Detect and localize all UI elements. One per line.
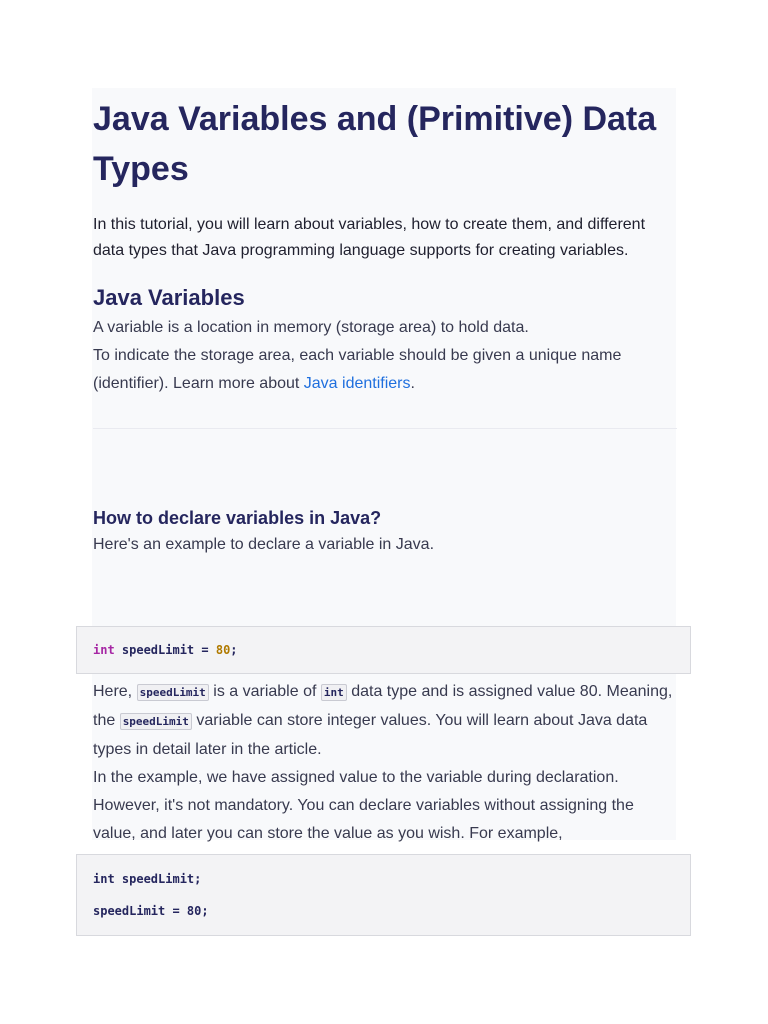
section-heading-declare-variables: How to declare variables in Java? (93, 508, 382, 528)
code-line: speedLimit = 80; (93, 904, 209, 918)
code-block-declaration[interactable] (76, 626, 691, 674)
code-block-assignment[interactable] (76, 854, 691, 936)
identifier-text-end: . (410, 375, 415, 392)
inline-code-speedlimit: speedLimit (137, 684, 209, 701)
code-text: speedLimit = (114, 643, 216, 657)
code-semicolon: ; (230, 643, 238, 657)
section-heading-java-variables: Java Variables (93, 285, 245, 310)
section-divider (93, 428, 677, 429)
variable-definition-paragraph: A variable is a location in memory (storage area) to hold data. (93, 319, 529, 336)
explanation-text: variable can store integer values. You will learn about Java data types in detail later in the article. (93, 712, 648, 758)
inline-code-speedlimit: speedLimit (120, 713, 192, 730)
code-number: 80 (215, 643, 231, 657)
explanation-block (93, 678, 677, 848)
code-line: int speedLimit; (93, 872, 202, 886)
java-identifiers-link[interactable]: Java identifiers (303, 375, 411, 392)
identifier-text: To indicate the storage area, each variable should be given a unique name (identifier). Learn more about (93, 347, 622, 392)
code-keyword: int (93, 643, 115, 657)
example-intro-paragraph: Here's an example to declare a variable in Java. (93, 536, 435, 553)
explanation-paragraph (93, 678, 677, 764)
explanation-text: is a variable of (208, 683, 321, 700)
explanation-text: data type and is assigned value 80. Meaning, the (93, 683, 673, 729)
explanation-text: Here, (93, 683, 137, 700)
article (93, 88, 677, 559)
declaration-note-paragraph: In the example, we have assigned value to the variable during declaration. However, it's not mandatory. You can declare variables without assigning the value, and later you can store the value as you wish. For example, (93, 769, 634, 842)
identifier-paragraph (93, 342, 677, 398)
inline-code-int: int (321, 684, 347, 701)
code-line (93, 643, 238, 657)
intro-paragraph: In this tutorial, you will learn about variables, how to create them, and different data types that Java programming language supports for creating variables. (93, 216, 646, 259)
page-title: Java Variables and (Primitive) Data Types (93, 100, 657, 188)
